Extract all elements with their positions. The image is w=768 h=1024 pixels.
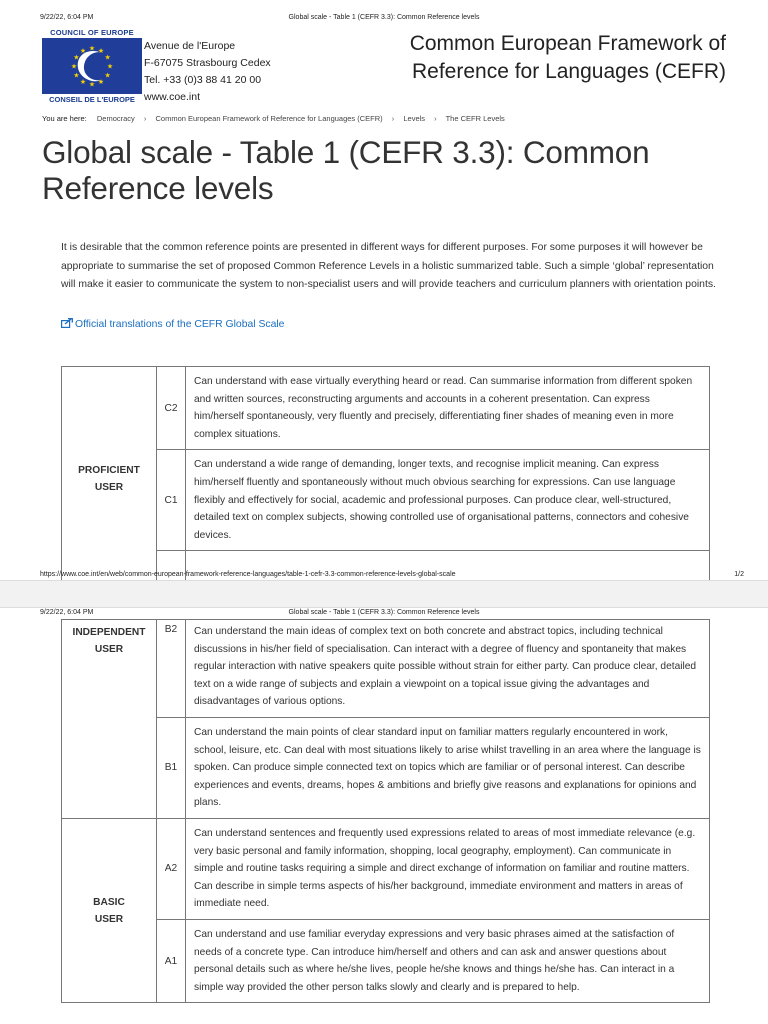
flag-star-icon: ★ <box>88 45 96 53</box>
address-phone: Tel. +33 (0)3 88 41 20 00 <box>144 74 262 86</box>
level-code-c2: C2 <box>157 367 186 450</box>
flag-star-icon: ★ <box>104 54 111 62</box>
address-city: F-67075 Strasbourg Cedex <box>144 57 271 69</box>
breadcrumb-item-cefr[interactable]: Common European Framework of Reference for Languages (CEFR) <box>155 114 383 123</box>
flag-star-icon: ★ <box>70 63 78 71</box>
print-date: 9/22/22, 6:04 PM <box>40 609 94 616</box>
level-code-b2: B2 <box>157 620 186 718</box>
level-description-a2: Can understand sentences and frequently used expressions related to areas of most immediate relevance (e.g. very basic personal and family information, shopping, local geography, employment). Can communicate in simple and routine tasks requiring a simple and direct exchange of information on familiar and routine matters. Can describe in simple terms aspects of his/her background, immediate environment and matters in areas of immediate need. <box>186 818 710 919</box>
page-title: Global scale - Table 1 (CEFR 3.3): Common Reference levels <box>42 134 650 206</box>
user-level-proficient <box>62 367 157 581</box>
address-street: Avenue de l'Europe <box>144 40 236 52</box>
global-scale-table-part-1 <box>61 366 710 580</box>
logo-top-text: COUNCIL OF EUROPE <box>50 28 134 37</box>
user-level-basic <box>62 818 157 1002</box>
table-row-a1 <box>62 919 710 1002</box>
user-level-independent <box>62 620 157 819</box>
table-row-c2 <box>62 367 710 450</box>
flag-star-icon: ★ <box>79 79 87 87</box>
council-of-europe-logo[interactable] <box>42 28 142 104</box>
level-code-b1: B1 <box>157 717 186 818</box>
level-code-a1: A1 <box>157 919 186 1002</box>
level-code-c1: C1 <box>157 450 186 551</box>
level-description-b1: Can understand the main points of clear standard input on familiar matters regularly encountered in work, school, leisure, etc. Can deal with most situations likely to arise whilst travelling in an area where the language is spoken. Can produce simple connected text on topics which are familiar or of personal interest. Can describe experiences and events, dreams, hopes & ambitions and briefly give reasons and explanations for opinions and plans. <box>186 717 710 818</box>
user-level-label: INDEPENDENT <box>72 627 146 638</box>
flag-star-icon: ★ <box>73 54 80 62</box>
intro-paragraph: It is desirable that the common reference points are presented in different ways for different purposes. For some purposes it will however be appropriate to summarise the set of proposed Common Reference Levels in a holistic summarized table. Such a simple ‘global’ representation will make it easier to communicate the system to non-specialist users and will provide teachers and curriculum planners with orientation points. <box>61 242 716 290</box>
flag-star-icon: ★ <box>73 72 80 80</box>
translations-link[interactable] <box>61 318 284 330</box>
print-page-number: 1/2 <box>734 571 744 578</box>
level-description-a1: Can understand and use familiar everyday expressions and very basic phrases aimed at the satisfaction of needs of a concrete type. Can introduce him/herself and others and can ask and answer questions about personal details such as where he/she lives, people he/she knows and things he/she has. Can interact in a simple way provided the other person talks slowly and clearly and is prepared to help. <box>186 919 710 1002</box>
flag-star-icon: ★ <box>104 72 111 80</box>
flag-star-icon: ★ <box>106 63 114 71</box>
table-row-a2 <box>62 818 710 919</box>
external-link-icon <box>61 318 73 328</box>
print-date: 9/22/22, 6:04 PM <box>40 14 94 21</box>
translations-link-text: Official translations of the CEFR Global Scale <box>75 319 285 330</box>
global-scale-table-part-2 <box>61 619 710 1003</box>
site-title[interactable]: Common European Framework of Reference for Languages (CEFR) <box>409 32 726 83</box>
level-description-c1: Can understand a wide range of demanding, longer texts, and recognise implicit meaning. Can express him/herself fluently and spontaneously without much obvious searching for expressions. Can use language flexibly and effectively for social, academic and professional purposes. Can produce clear, well-structured, detailed text on complex subjects, showing controlled use of organisational patterns, connectors and cohesive devices. <box>186 450 710 551</box>
user-level-label: PROFICIENT <box>78 464 140 476</box>
level-code-a2: A2 <box>157 818 186 919</box>
chevron-right-icon: › <box>143 114 147 123</box>
table-row-b1 <box>62 717 710 818</box>
table-row-b2 <box>62 620 710 718</box>
level-description-c2: Can understand with ease virtually everything heard or read. Can summarise information from different spoken and written sources, reconstructing arguments and accounts in a coherent presentation. Can express him/herself spontaneously, very fluently and precisely, differentiating finer shades of meaning even in more complex situations. <box>186 367 710 450</box>
user-level-label: USER <box>94 913 124 925</box>
chevron-right-icon: › <box>434 114 437 123</box>
flag-star-icon: ★ <box>79 47 87 55</box>
flag-star-icon: ★ <box>88 81 96 89</box>
chevron-right-icon: › <box>391 114 395 123</box>
user-level-label: USER <box>94 481 124 493</box>
breadcrumb-item-democracy[interactable]: Democracy <box>96 114 135 123</box>
print-page-2 <box>0 608 768 1024</box>
breadcrumb-item-cefr-levels[interactable]: The CEFR Levels <box>445 114 505 123</box>
flag-star-icon: ★ <box>97 47 105 55</box>
address-block <box>144 38 271 106</box>
user-level-label: BASIC <box>93 896 125 908</box>
eu-flag-icon <box>42 38 142 94</box>
print-url: https://www.coe.int/en/web/common-european-framework-reference-languages/table-1-cefr-3.3-common-reference-levels-global-scale <box>40 571 456 578</box>
level-description-b2: Can understand the main ideas of complex text on both concrete and abstract topics, including technical discussions in his/her field of specialisation. Can interact with a degree of fluency and spontaneity that makes regular interaction with native speakers quite possible without strain for either party. Can produce clear, detailed text on a wide range of subjects and explain a viewpoint on a topical issue giving the advantages and disadvantages of various options. <box>186 620 710 718</box>
table-row-c1 <box>62 450 710 551</box>
page-separator <box>0 580 768 608</box>
breadcrumb-prefix: You are here: <box>42 114 87 123</box>
breadcrumb-item-levels[interactable]: Levels <box>403 114 426 123</box>
print-title: Global scale - Table 1 (CEFR 3.3): Common Reference levels <box>288 14 480 21</box>
flag-star-icon: ★ <box>97 79 105 87</box>
address-website[interactable]: www.coe.int <box>144 91 201 103</box>
user-level-label: USER <box>94 644 124 655</box>
print-title: Global scale - Table 1 (CEFR 3.3): Common Reference levels <box>288 609 480 616</box>
print-header <box>0 14 768 26</box>
breadcrumb <box>42 114 505 123</box>
logo-bottom-text: CONSEIL DE L'EUROPE <box>49 95 135 104</box>
